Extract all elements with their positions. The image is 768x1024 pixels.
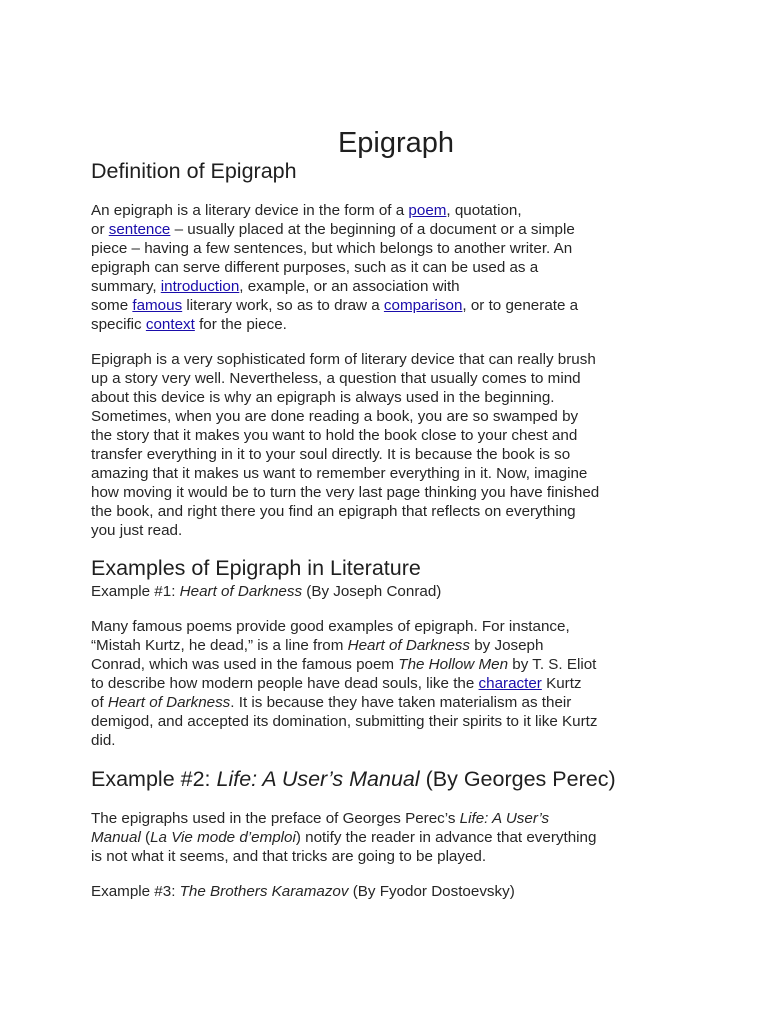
- text-line: Sometimes, when you are done reading a book, you are so swamped by: [91, 408, 579, 425]
- text-line: Many famous poems provide good examples of epigraph. For instance,: [91, 618, 570, 635]
- text-line: [91, 315, 677, 334]
- text-line: [91, 828, 677, 847]
- heading-examples: Examples of Epigraph in Literature: [91, 556, 421, 580]
- text-line: [91, 809, 677, 828]
- text-span: of: [91, 694, 108, 711]
- text-line: you just read.: [91, 522, 183, 539]
- example-1-heading: [91, 582, 677, 601]
- link-context[interactable]: context: [145, 316, 195, 333]
- example-2-heading: [91, 766, 616, 792]
- paragraph-example-2: [91, 809, 677, 866]
- text-line: [91, 277, 677, 296]
- example-3-heading: [91, 882, 677, 901]
- text-span: , example, or an association with: [239, 278, 460, 295]
- text-line: epigraph can serve different purposes, such as it can be used as a: [91, 259, 539, 276]
- text-span: The epigraphs used in the preface of Georges Perec’s: [91, 810, 460, 827]
- work-title: Manual: [91, 829, 141, 846]
- text-span: or: [91, 221, 109, 238]
- work-title: La Vie mode d’emploi: [150, 829, 296, 846]
- text-line: [91, 296, 677, 315]
- text-line: [91, 636, 677, 655]
- text-line: [91, 582, 677, 601]
- link-sentence[interactable]: sentence: [108, 221, 171, 238]
- text-span: “Mistah Kurtz, he dead,” is a line from: [91, 637, 348, 654]
- page-title: Epigraph: [337, 127, 455, 159]
- text-line: [91, 693, 677, 712]
- text-line: demigod, and accepted its domination, submitting their spirits to it like Kurtz: [91, 713, 598, 730]
- text-span: literary work, so as to draw a: [182, 297, 384, 314]
- link-famous[interactable]: famous: [132, 297, 183, 314]
- work-title: Heart of Darkness: [107, 694, 231, 711]
- text-span: . It is because they have taken materialism as their: [230, 694, 572, 711]
- text-line: the book, and right there you find an epigraph that reflects on everything: [91, 503, 576, 520]
- text-span: An epigraph is a literary device in the form of a: [91, 202, 409, 219]
- text-span: by Joseph: [470, 637, 544, 654]
- text-span: to describe how modern people have dead souls, like the: [91, 675, 479, 692]
- text-line: up a story very well. Nevertheless, a question that usually comes to mind: [91, 370, 581, 387]
- text-line: [91, 201, 677, 220]
- text-span: some: [91, 297, 133, 314]
- text-span: specific: [91, 316, 146, 333]
- text-line: [91, 882, 677, 901]
- text-line: amazing that it makes us want to remember everything in it. Now, imagine: [91, 465, 588, 482]
- work-title: The Hollow Men: [398, 656, 509, 673]
- paragraph-sophisticated: [91, 350, 677, 540]
- text-line: [91, 655, 677, 674]
- text-line: transfer everything in it to your soul directly. It is because the book is so: [91, 446, 571, 463]
- work-title: Heart of Darkness: [347, 637, 470, 654]
- text-line: did.: [91, 732, 116, 749]
- text-line: the story that it makes you want to hold the book close to your chest and: [91, 427, 578, 444]
- text-span: , or to generate a: [462, 297, 579, 314]
- text-line: is not what it seems, and that tricks are going to be played.: [91, 848, 487, 865]
- text-span: , quotation,: [446, 202, 522, 219]
- text-span: (By Joseph Conrad): [302, 583, 442, 600]
- link-comparison[interactable]: comparison: [383, 297, 463, 314]
- text-line: [91, 220, 677, 239]
- text-span: (: [140, 829, 151, 846]
- heading-definition: Definition of Epigraph: [91, 159, 297, 183]
- text-line: about this device is why an epigraph is always used in the beginning.: [91, 389, 555, 406]
- link-introduction[interactable]: introduction: [160, 278, 240, 295]
- text-span: Example #2:: [91, 767, 217, 791]
- text-span: Example #1:: [91, 583, 180, 600]
- paragraph-definition: [91, 201, 677, 334]
- text-span: Kurtz: [541, 675, 582, 692]
- text-span: (By Fyodor Dostoevsky): [348, 883, 515, 900]
- text-span: summary,: [91, 278, 161, 295]
- text-span: for the piece.: [194, 316, 287, 333]
- link-poem[interactable]: poem: [408, 202, 447, 219]
- text-span: – usually placed at the beginning of a document or a simple: [170, 221, 575, 238]
- work-title: Heart of Darkness: [179, 583, 303, 600]
- text-line: piece – having a few sentences, but which belongs to another writer. An: [91, 240, 573, 257]
- text-line: [91, 674, 677, 693]
- work-title: Life: A User’s Manual: [216, 767, 420, 791]
- paragraph-example-1: [91, 617, 677, 750]
- text-span: Conrad, which was used in the famous poem: [91, 656, 399, 673]
- text-line: how moving it would be to turn the very last page thinking you have finished: [91, 484, 600, 501]
- text-span: Example #3:: [91, 883, 180, 900]
- text-span: by T. S. Eliot: [508, 656, 597, 673]
- text-line: Epigraph is a very sophisticated form of literary device that can really brush: [91, 351, 596, 368]
- text-span: ) notify the reader in advance that everything: [295, 829, 597, 846]
- work-title: The Brothers Karamazov: [179, 883, 349, 900]
- link-character[interactable]: character: [478, 675, 542, 692]
- text-span: (By Georges Perec): [419, 767, 616, 791]
- work-title: Life: A User’s: [459, 810, 550, 827]
